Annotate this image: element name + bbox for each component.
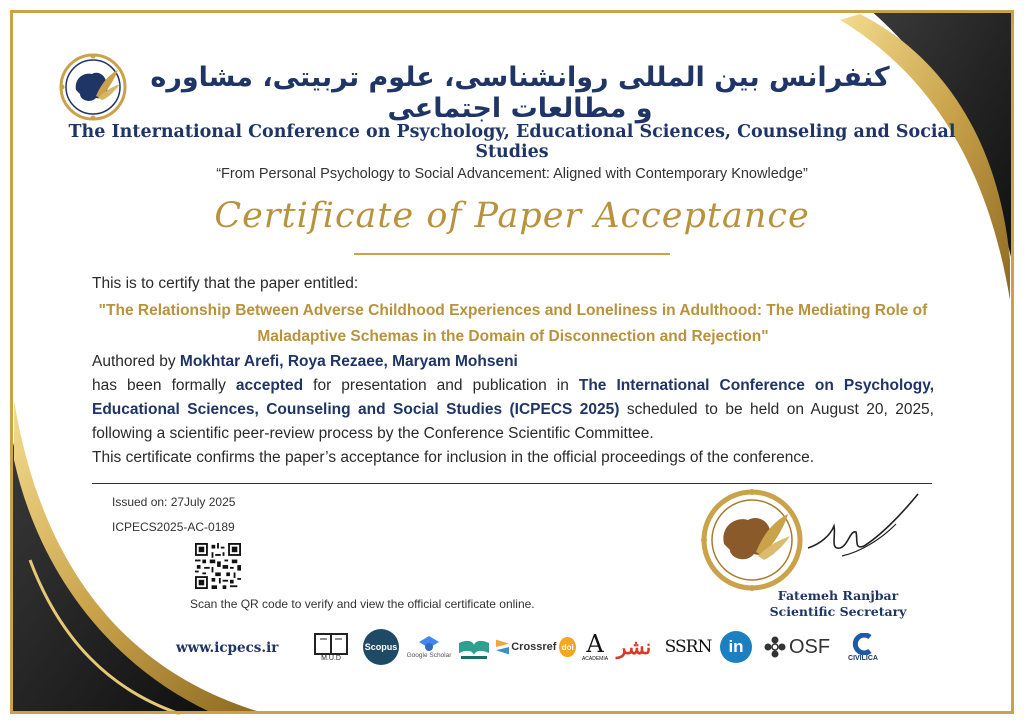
signatory-block — [768, 588, 908, 620]
paper-title: "The Relationship Between Adverse Childhood Experiences and Loneliness in Adulthood: The Mediating Role of Maladaptive Schemas in the Domain of Disconnection and Rejection" — [98, 302, 928, 345]
linkedin-logo-icon — [718, 628, 754, 666]
certificate-id: ICPECS2025-AC-0189 — [112, 520, 235, 534]
footer-divider — [92, 483, 932, 484]
authored-prefix: Authored by — [92, 353, 176, 370]
crossref-icon — [496, 638, 509, 656]
indexer-logos — [308, 628, 892, 666]
closing-statement: This certificate confirms the paper’s acceptance for inclusion in the official proceedings of the conference. — [92, 449, 815, 466]
ssrn-label: SSRN — [664, 637, 712, 657]
conference-name: The International Conference on Psychology, Educational Sciences, Counseling and Social Studies (ICPECS 2025) — [92, 377, 935, 418]
issued-date: Issued on: 27July 2025 — [112, 495, 236, 509]
osf-mark-icon — [764, 636, 786, 658]
qr-scan-instructions: Scan the QR code to verify and view the official certificate online. — [190, 597, 535, 611]
accept-part2: for presentation and publication in — [313, 377, 569, 394]
signatory-name: Fatemeh Ranjbar — [777, 588, 899, 603]
library-logo-icon — [456, 628, 492, 666]
academia-letter: A — [586, 630, 604, 658]
conference-title-english: The International Conference on Psychology, Educational Sciences, Counseling and Social Studies — [68, 122, 956, 162]
conference-website-link[interactable]: www.icpecs.ir — [176, 640, 279, 656]
crossref-doi-logo-icon — [496, 628, 576, 666]
mud-logo-icon — [308, 628, 354, 666]
crossref-label: Crossref — [511, 641, 557, 653]
accept-part3: scheduled to be held on August 20, 2025, following a scientific peer-review process by the Conference Scientific Committee. — [92, 401, 934, 442]
heading-underline — [354, 253, 670, 255]
accept-word: accepted — [235, 377, 304, 394]
academia-logo-icon — [580, 628, 610, 666]
scholar-cap-icon — [419, 636, 439, 652]
academia-label: ACADEMIA — [581, 656, 609, 662]
conference-slogan: “From Personal Psychology to Social Advancement: Aligned with Contemporary Knowledge” — [216, 166, 808, 182]
signatory-role: Scientific Secretary — [769, 604, 907, 619]
open-book-icon — [457, 633, 491, 661]
book-icon — [314, 633, 348, 655]
osf-logo-icon — [758, 628, 836, 666]
civilica-logo-icon — [840, 628, 886, 666]
scopus-label: Scopus — [364, 642, 398, 652]
scopus-logo-icon — [362, 628, 400, 666]
qr-code-icon[interactable] — [195, 543, 241, 589]
conference-seal-icon — [700, 488, 804, 592]
handwritten-signature-icon — [800, 486, 920, 566]
acceptance-statement — [92, 374, 934, 446]
civilica-mark-icon — [850, 633, 876, 655]
certificate-body — [92, 272, 934, 470]
ssrn-logo-icon — [664, 628, 712, 666]
osf-label: OSF — [788, 635, 831, 658]
nashr-logo-icon — [614, 628, 654, 666]
doi-badge: doi — [559, 637, 576, 657]
accept-part1: has been formally — [92, 377, 226, 394]
civilica-label: CIVILICA — [848, 654, 878, 662]
mud-label: M.U.D — [321, 654, 341, 662]
linkedin-label: in — [728, 637, 744, 656]
certify-intro: This is to certify that the paper entitled: — [92, 275, 359, 292]
google-scholar-label: Google Scholar — [406, 651, 452, 659]
google-scholar-logo-icon — [404, 628, 454, 666]
authors-line — [92, 350, 934, 374]
authors-names: Mokhtar Arefi, Roya Rezaee, Maryam Mohseni — [179, 353, 518, 370]
nashr-label: نشر — [616, 636, 652, 659]
conference-title-persian: کنفرانس بین المللی روانشناسی، علوم تربیتی، مشاوره و مطالعات اجتماعی — [150, 62, 890, 124]
conference-logo-icon — [58, 52, 128, 122]
certificate-heading: Certificate of Paper Acceptance — [214, 196, 810, 236]
